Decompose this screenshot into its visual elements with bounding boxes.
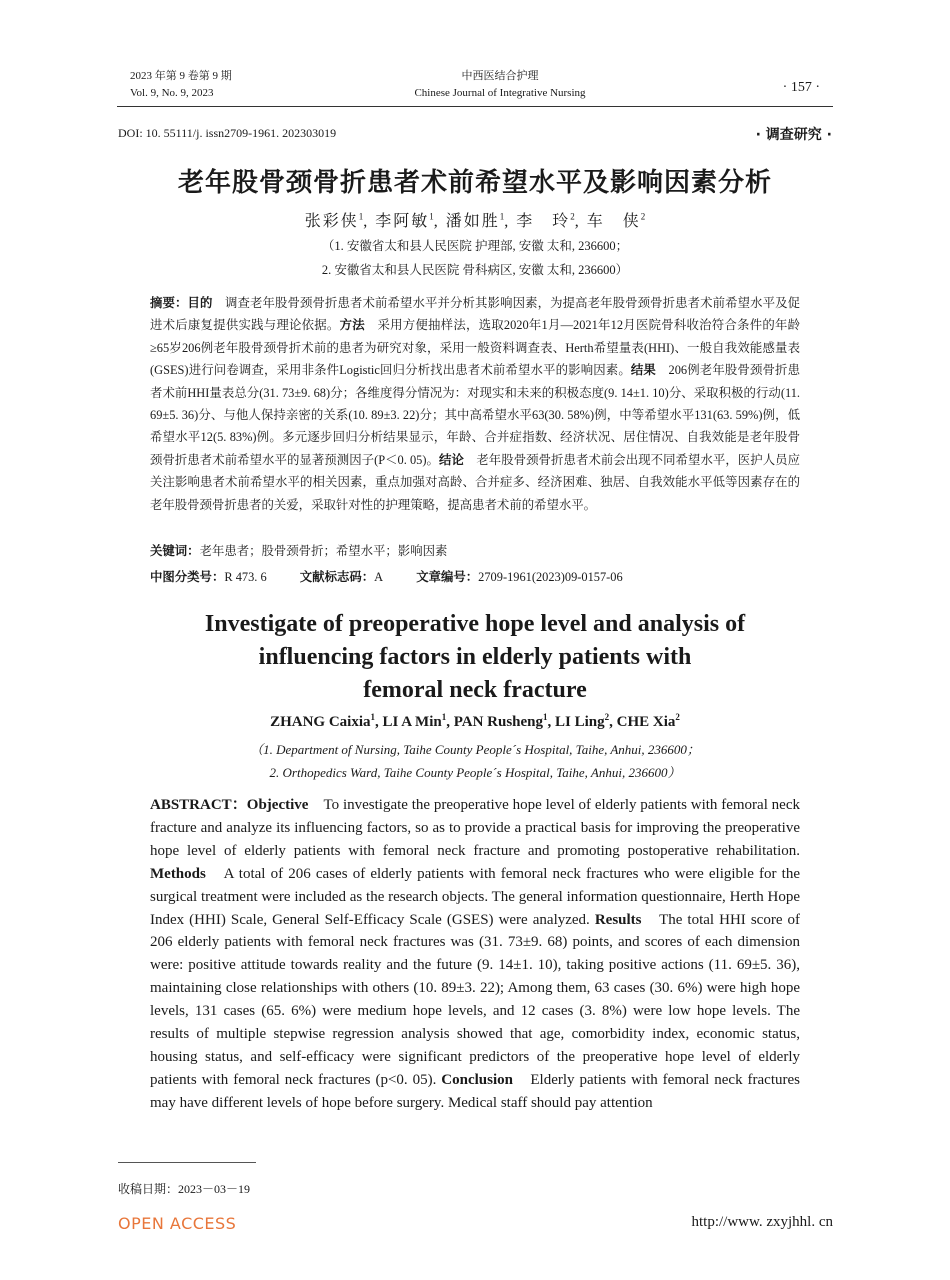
zh-classification — [150, 567, 653, 585]
clc-label: 中图分类号： — [150, 569, 225, 584]
zh-authors — [0, 208, 950, 231]
en-abstract-methods: A total of 206 cases of elderly patients with femoral neck fractures who were eligible for the surgical treatment were included as the research objects. The general information questionnaire, Herth Hope Index (HHI) Scale, General Self-Efficacy Scale (GSES) were analyzed. — [150, 865, 800, 928]
en-title-line-1: Investigate of preoperative hope level and analysis of — [204, 611, 746, 637]
running-header-issue — [130, 68, 232, 102]
zh-affiliation-1: （1. 安徽省太和县人民医院 护理部, 安徽 太和, 236600； — [321, 239, 629, 253]
en-title-line-2: influencing factors in elderly patients with — [258, 644, 692, 670]
zh-abstract-methods: 采用方便抽样法，选取2020年1月—2021年12月医院骨科收治符合条件的年龄≥65岁206例老年股骨颈骨折术前的患者为研究对象，采用一般资料调查表、Herth希望量表(HHI)、一般自我效能感量表(GSES)进行问卷调查，采用非条件Logistic回归分析找出患者术前希望水平的影响因素。 — [150, 318, 801, 378]
en-abstract-conclusion: Elderly patients with femoral neck fractures may have different levels of hope before surgery. Medical staff should pay attention — [150, 1071, 800, 1111]
en-affiliation-2: 2. Orthopedics Ward, Taihe County People´s Hospital, Taihe, Anhui, 236600） — [269, 765, 681, 780]
doi: DOI: 10. 55111/j. issn2709-1961. 202303019 — [118, 126, 337, 140]
zh-author: 潘如胜 — [445, 213, 500, 230]
doc-code-label: 文献标志码： — [299, 569, 375, 584]
zh-author-separator: , — [433, 213, 446, 230]
zh-author-affiliation-mark: 1 — [358, 211, 364, 222]
open-access-label: OPEN ACCESS — [118, 1214, 237, 1233]
journal-website-link[interactable]: http://www. zxyjhhl. cn — [691, 1214, 833, 1230]
issue-en: Vol. 9, No. 9, 2023 — [130, 87, 214, 99]
zh-author-separator: , — [504, 213, 517, 230]
zh-author-affiliation-mark: 2 — [570, 211, 575, 222]
en-affiliation-1: （1. Department of Nursing, Taihe County People´s Hospital, Taihe, Anhui, 236600； — [250, 742, 700, 757]
zh-author: 张彩侠 — [304, 213, 359, 230]
en-author: LI Ling — [555, 714, 605, 730]
zh-affiliation-2: 2. 安徽省太和县人民医院 骨科病区, 安徽 太和, 236600） — [321, 263, 629, 277]
zh-abstract-label-conclusion: 结论 — [439, 451, 464, 467]
en-author-affiliation-mark: 1 — [441, 712, 447, 722]
zh-author-separator: , — [363, 213, 376, 230]
header-divider — [117, 106, 833, 107]
zh-author: 李 玲 — [516, 213, 571, 230]
en-author-separator: , — [547, 714, 556, 730]
en-title — [0, 608, 950, 707]
zh-author: 李阿敏 — [375, 213, 430, 230]
zh-keywords-label: 关键词： — [150, 543, 200, 558]
doc-code-value: A — [374, 570, 384, 584]
footnote-divider — [118, 1162, 256, 1163]
en-author: LI A Min — [382, 714, 442, 730]
en-author-separator: , — [375, 714, 383, 730]
en-author-affiliation-mark: 1 — [543, 712, 548, 722]
zh-abstract-label-objective: 摘要：目的 — [150, 295, 213, 310]
zh-abstract-results: 206例老年股骨颈骨折患者术前HHI量表总分(31. 73±9. 68)分；各维度得分情况为：对现实和未来的积极态度(9. 14±1. 10)分、采取积极的行动(11. 69±5. 36)分、与他人保持亲密的关系(10. 89±3. 22)分；其中高希望水平63(30. 58%)例，中等希望水平131(63. 59%)例，低希望水平12(5. 83%)例。多元逐步回归分析结果显示，年龄、合并症指数、经济状况、居住情况、自我效能是老年股骨颈骨折患者术前希望水平的显著预测因子(P＜0. 05)。 — [150, 363, 800, 467]
en-author: PAN Rusheng — [453, 714, 544, 730]
en-author-separator: , — [446, 714, 454, 730]
journal-zh: 中西医结合护理 — [461, 70, 539, 82]
en-abstract-results: The total HHI score of 206 elderly patients with femoral neck fractures was (31. 73±9. 68) points, and scores of each dimension were: positive attitude towards reality and the future (9. 14±1. 10), taking positive actions (11. 69±5. 36), maintaining close relationships with others (10. 89±3. 22); Among them, 63 cases (30. 6%) were high hope levels, 131 cases (65. 6%) were medium hope levels, and 12 cases (3. 8%) were low hope levels. The results of multiple stepwise regression analysis showed that age, comorbidity index, economic status, housing status, and self-efficacy were significant predictors of the preoperative hope level of elderly patients with femoral neck fractures (p<0. 05). — [150, 911, 800, 1088]
en-authors — [0, 712, 950, 731]
en-author-separator: , — [609, 714, 617, 730]
zh-author-affiliation-mark: 1 — [429, 211, 434, 222]
zh-keywords-text: 老年患者；股骨颈骨折；希望水平；影响因素 — [199, 544, 448, 558]
en-abstract — [150, 794, 800, 1115]
en-abstract-label-conclusion: Conclusion — [441, 1071, 513, 1088]
zh-author-affiliation-mark: 1 — [499, 211, 505, 222]
en-author-affiliation-mark: 2 — [604, 712, 610, 722]
journal-en: Chinese Journal of Integrative Nursing — [414, 87, 586, 99]
en-abstract-label-objective: ABSTRACT：Objective — [150, 797, 309, 813]
en-abstract-label-results: Results — [594, 911, 642, 928]
zh-abstract-label-methods: 方法 — [339, 317, 365, 333]
article-no-value: 2709-1961(2023)09-0157-06 — [478, 570, 623, 584]
zh-abstract-label-results: 结果 — [630, 362, 656, 378]
page-number: · 157 · — [782, 80, 820, 95]
en-title-line-3: femoral neck fracture — [363, 677, 587, 703]
zh-author-affiliation-mark: 2 — [640, 211, 646, 222]
en-author-affiliation-mark: 2 — [675, 712, 680, 722]
section-tag: · 调查研究 · — [755, 127, 832, 143]
zh-title: 老年股骨颈骨折患者术前希望水平及影响因素分析 — [177, 168, 772, 198]
en-abstract-label-methods: Methods — [150, 865, 206, 882]
zh-abstract-conclusion: 老年股骨颈骨折患者术前会出现不同希望水平，医护人员应关注影响患者术前希望水平的相关因素，重点加强对高龄、合并症多、经济困难、独居、自我效能水平低等因素存在的老年股骨颈骨折患者的关爱，采取针对性的护理策略，提高患者术前的希望水平。 — [150, 452, 801, 512]
running-header-journal — [380, 68, 620, 102]
zh-author: 车 侠 — [586, 213, 641, 230]
en-abstract-objective: To investigate the preoperative hope level of elderly patients with femoral neck fracture and analyze its influencing factors, so as to provide a practical basis for improving the preoperative hope level of elderly patients with femoral neck fracture and promoting postoperative rehabilitation. — [150, 797, 800, 859]
en-author: CHE Xia — [616, 714, 676, 730]
issue-zh: 2023 年第 9 卷第 9 期 — [130, 70, 232, 82]
zh-abstract — [150, 292, 800, 516]
zh-abstract-objective: 调查老年股骨颈骨折患者术前希望水平并分析其影响因素，为提高老年股骨颈骨折患者术前希望水平及促进术后康复提供实践与理论依据。 — [150, 296, 801, 333]
zh-author-separator: , — [574, 213, 587, 230]
article-no-label: 文章编号： — [416, 569, 479, 584]
clc-value: R 473. 6 — [224, 570, 267, 584]
zh-keywords — [150, 541, 447, 559]
en-author-affiliation-mark: 1 — [370, 712, 376, 722]
received-date: 收稿日期：2023－03－19 — [118, 1182, 251, 1196]
en-author: ZHANG Caixia — [270, 714, 371, 730]
